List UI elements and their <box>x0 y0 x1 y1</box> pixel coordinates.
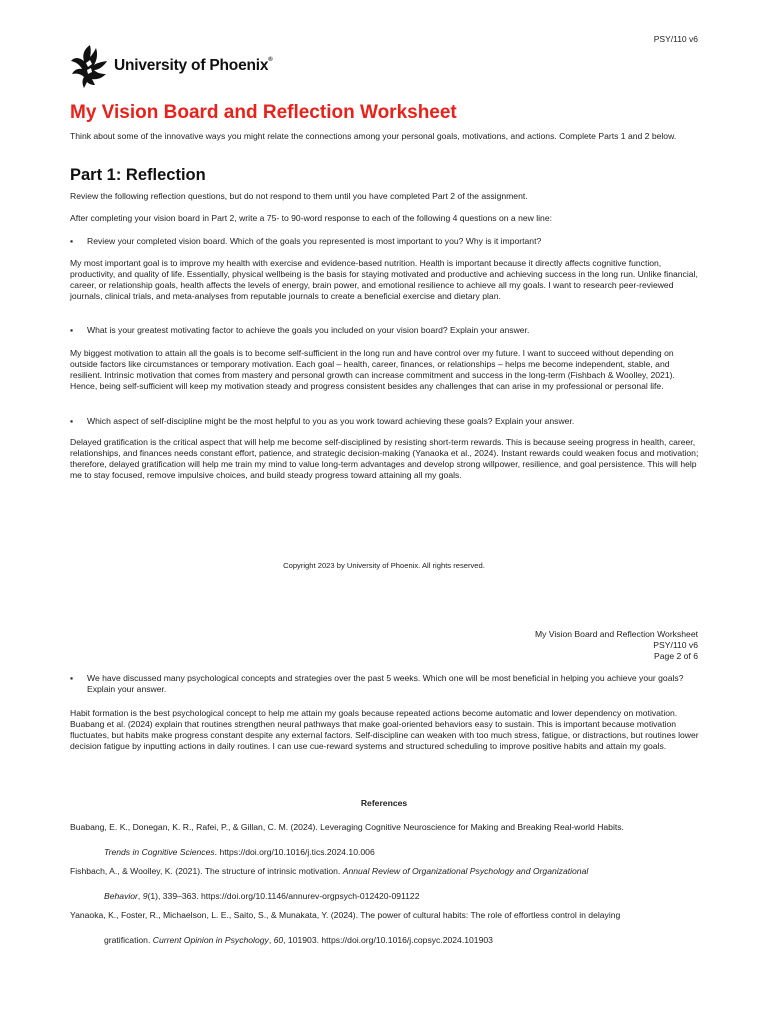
answer-2: My biggest motivation to attain all the goals is to become self-sufficient in the long run and have control over my future. I want to succeed without depending on outside factors like circumstances or temporary motivation. Each goal – health, career, finances, or relationships – helps me become independent, stable, and resilient. Intrinsic motivation that comes from mastery and personal growth can increase commitment and success in the long-term (Fishbach & Woolley, 2021). Hence, being self-sufficient will keep my motivation steady and progress consistent besides any challenges that can arise in my professional or personal life. <box>70 348 675 391</box>
header-code: PSY/110 v6 <box>653 640 698 650</box>
answer-3: Delayed gratification is the critical aspect that will help me become self-disciplined by resisting short-term rewards. This is because seeing progress in health, career, relationships, and finances needs constant effort, patience, and strategic decision-making (Yanaoka et al., 2024). Instant rewards could weaken focus and motivation; therefore, delayed gratification will help me train my mind to value long-term advantages and develop strong willpower, resilience, and goal persistence. This will help me to stay focused, remove impulsive choices, and build steady progress toward attaining all my goals. <box>70 437 699 480</box>
answer-1: My most important goal is to improve my health with exercise and evidence-based nutrition. Health is important because it directly affects cognitive function, productivity, and quality of life. Essentially, physical wellbeing is the basis for staying motivated and productive and achieving success in the long run. Unlike financial, career, or relationship goals, health affects the levels of energy, brain power, and emotional resilience to achieve all my goals. I want to research peer-reviewed journals, clinical trials, and meta-analyses from reputable journals to create a beneficial exercise and dietary plan. <box>70 258 698 301</box>
instructions-2: After completing your vision board in Part 2, write a 75- to 90-word response to each of the following 4 questions on a new line: <box>70 213 552 223</box>
copyright-notice: Copyright 2023 by University of Phoenix. All rights reserved. <box>283 561 485 570</box>
page-2 <box>0 612 768 1024</box>
logo-wordmark: University of Phoenix® <box>114 57 273 74</box>
question-3: ▪ Which aspect of self-discipline might be the most helpful to you as you work toward achieving these goals? Explain your answer. <box>70 416 575 426</box>
intro-paragraph: Think about some of the innovative ways you might relate the connections among your personal goals, motivations, and actions. Complete Parts 1 and 2 below. <box>70 131 677 141</box>
bullet-icon: ▪ <box>70 325 74 335</box>
bullet-icon: ▪ <box>70 673 74 683</box>
page-header <box>535 629 698 662</box>
worksheet-title: My Vision Board and Reflection Worksheet <box>70 102 457 123</box>
references-heading: References <box>360 798 408 808</box>
reference-3: Yanaoka, K., Foster, R., Michaelson, L. E., Saito, S., & Munakata, Y. (2024). The power of cultural habits: The role of effortless control in delaying gratification. Current Opinion in Psychology, 60, 101903. https://doi.org/10.1016/j.copsyc.2024.101903 <box>70 910 621 945</box>
header-title: My Vision Board and Reflection Worksheet <box>534 629 698 639</box>
instructions-1: Review the following reflection questions, but do not respond to them until you have completed Part 2 of the assignment. <box>70 191 528 201</box>
phoenix-bird-icon <box>70 43 110 89</box>
bullet-icon: ▪ <box>70 416 74 426</box>
doc-code: PSY/110 v6 <box>653 34 698 44</box>
answer-4: Habit formation is the best psychological concept to help me attain my goals because repeated actions become automatic and lower dependency on motivation. Buabang et al. (2024) explain that routines strengthen neural pathways that make goal-oriented behaviors easy to sustain. This is important because motivation fluctuates, but habits make progress constant despite any external factors. Self-discipline can weaken with too much stress, fatigue, or distractions, but routines lower decision fatigue by inputting actions in daily routines. I can use cue-reward systems and structured scheduling to improve positive habits and attain my goals. <box>70 708 699 751</box>
question-4: ▪ We have discussed many psychological concepts and strategies over the past 5 weeks. Which one will be most beneficial in helping you achieve your goals? Explain your answer. <box>70 673 684 694</box>
bullet-icon: ▪ <box>70 236 74 246</box>
university-logo <box>70 43 273 89</box>
reference-1: Buabang, E. K., Donegan, K. R., Rafei, P., & Gillan, C. M. (2024). Leveraging Cognitive Neuroscience for Making and Breaking Real-world Habits. Trends in Cognitive Sciences. https://doi.org/10.1016/j.tics.2024.10.006 <box>70 822 624 857</box>
question-2: ▪ What is your greatest motivating factor to achieve the goals you included on your vision board? Explain your answer. <box>70 325 530 335</box>
reference-2: Fishbach, A., & Woolley, K. (2021). The structure of intrinsic motivation. Annual Review of Organizational Psychology and Organizational Behavior, 9(1), 339–363. https://doi.org/10.1146/annurev-orgpsych-012420-091122 <box>70 866 589 901</box>
part1-heading: Part 1: Reflection <box>70 166 206 184</box>
header-page-number: Page 2 of 6 <box>654 651 698 661</box>
question-1: ▪ Review your completed vision board. Which of the goals you represented is most important to you? Why is it important? <box>70 236 542 246</box>
